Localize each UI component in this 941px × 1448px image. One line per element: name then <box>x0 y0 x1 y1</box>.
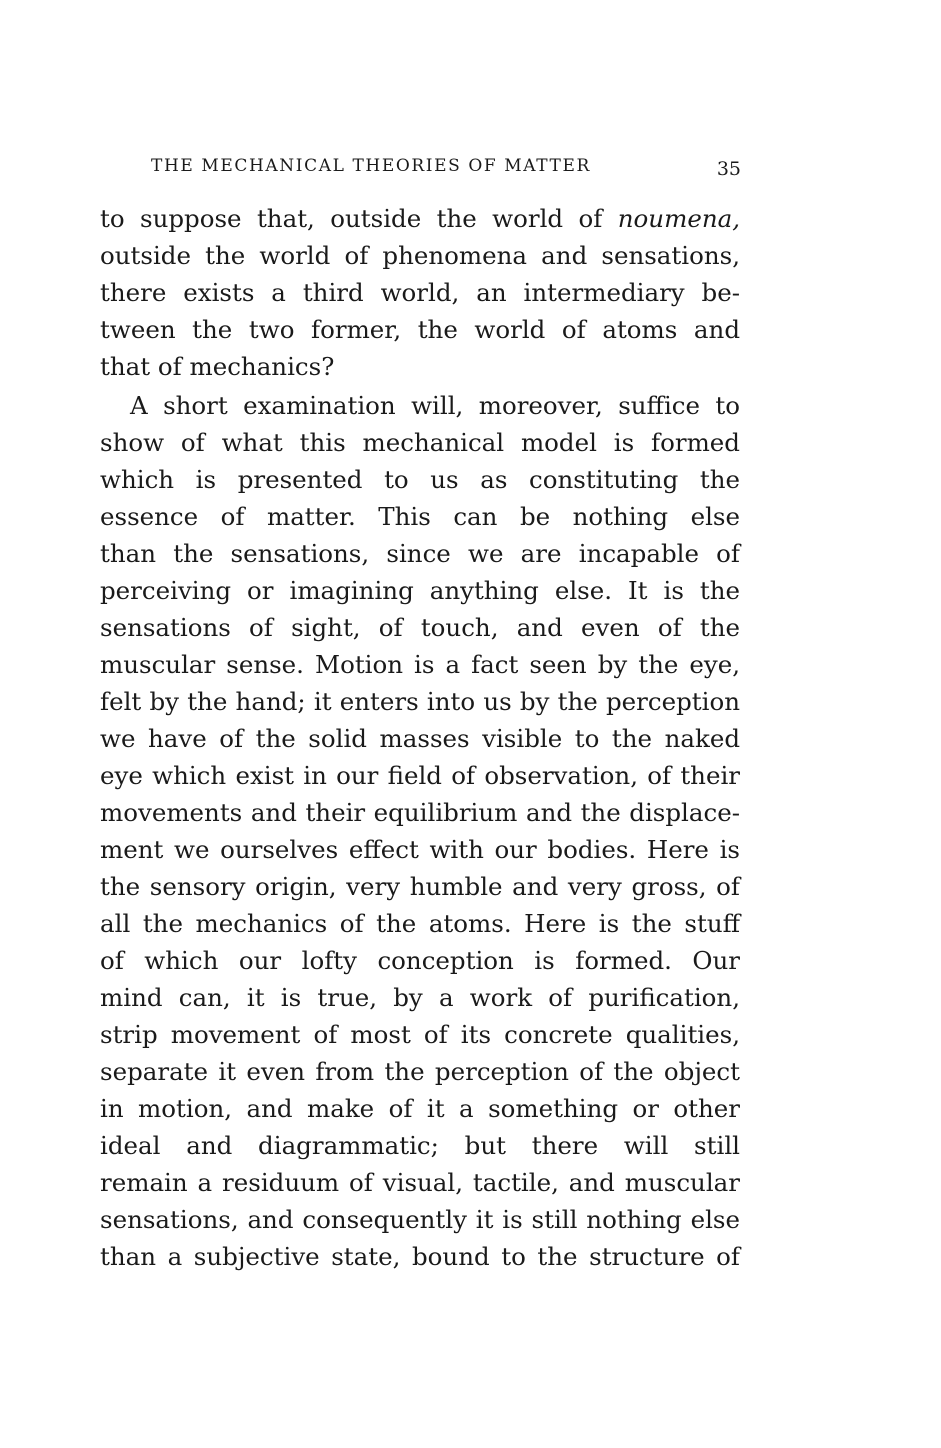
text-line-segment: to suppose that, outside the world of <box>100 204 618 233</box>
text-line: A short examination will, moreover, suffice to <box>130 391 740 420</box>
text-line: sensations of sight, of touch, and even of the <box>100 613 740 642</box>
text-line: that of mechanics? <box>100 352 335 381</box>
text-line: outside the world of phenomena and sensations, <box>100 241 740 270</box>
page-header <box>151 156 741 186</box>
text-line: mind can, it is true, by a work of purification, <box>100 983 740 1012</box>
text-line: we have of the solid masses visible to the naked <box>100 724 740 753</box>
text-line: of which our lofty conception is formed. Our <box>100 946 740 975</box>
text-line: strip movement of most of its concrete qualities, <box>100 1020 740 1049</box>
text-line: there exists a third world, an intermediary be- <box>100 278 740 307</box>
text-line: in motion, and make of it a something or other <box>100 1094 740 1123</box>
running-title: THE MECHANICAL THEORIES OF MATTER <box>151 156 591 176</box>
text-line: all the mechanics of the atoms. Here is the stuff <box>100 909 740 938</box>
text-line: than the sensations, since we are incapable of <box>100 539 740 568</box>
text-line: than a subjective state, bound to the structure of <box>100 1242 740 1271</box>
text-line: ideal and diagrammatic; but there will still <box>100 1131 740 1160</box>
text-line <box>100 200 740 237</box>
text-line: essence of matter. This can be nothing else <box>100 502 740 531</box>
text-line: movements and their equilibrium and the displace- <box>100 798 740 827</box>
page-number: 35 <box>716 158 741 180</box>
text-line: muscular sense. Motion is a fact seen by the eye, <box>100 650 740 679</box>
text-line: felt by the hand; it enters into us by the perception <box>100 687 740 716</box>
text-line: the sensory origin, very humble and very gross, of <box>100 872 740 901</box>
text-line: ment we ourselves effect with our bodies. Here is <box>100 835 740 864</box>
text-line: eye which exist in our field of observation, of their <box>100 761 740 790</box>
text-line: show of what this mechanical model is formed <box>100 428 740 457</box>
text-line: tween the two former, the world of atoms and <box>100 315 740 344</box>
text-line: remain a residuum of visual, tactile, and muscular <box>100 1168 740 1197</box>
italic-term: noumena, <box>617 204 740 233</box>
text-line: which is presented to us as constituting the <box>100 465 740 494</box>
text-line: perceiving or imagining anything else. It is the <box>100 576 740 605</box>
text-line: separate it even from the perception of the object <box>100 1057 740 1086</box>
text-line: sensations, and consequently it is still nothing else <box>100 1205 740 1234</box>
